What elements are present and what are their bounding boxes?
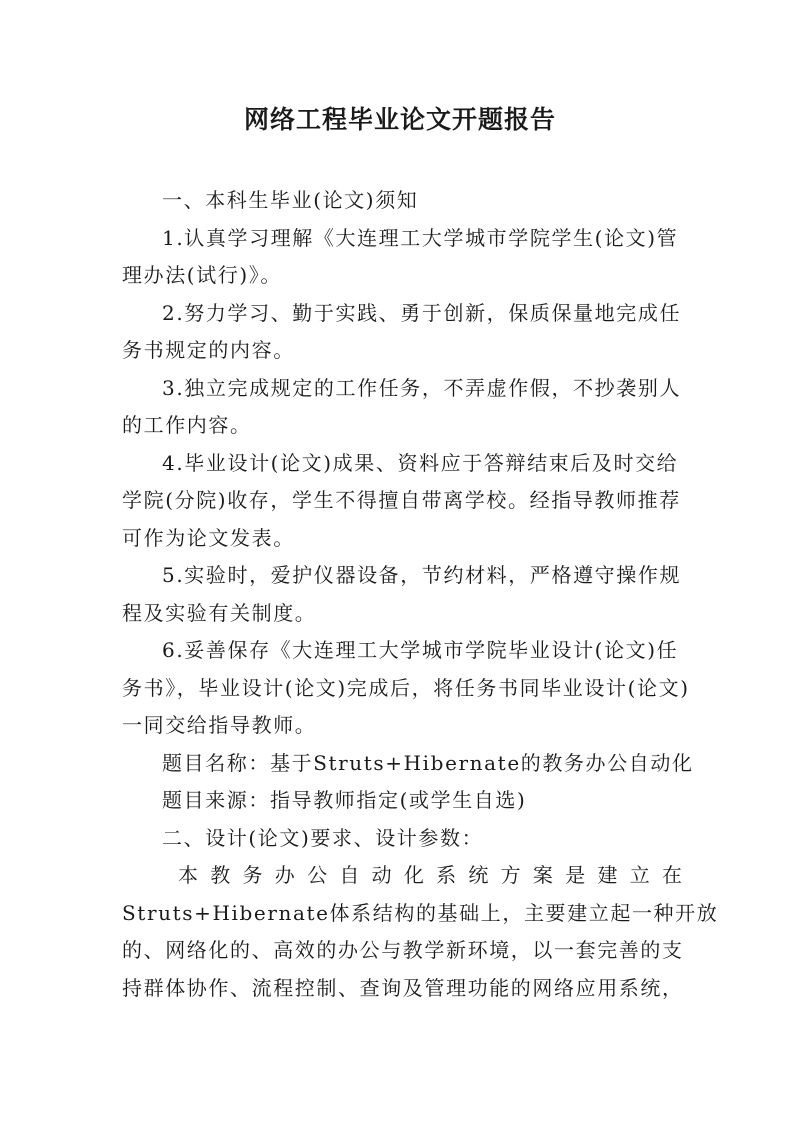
notice-item-3-line-1: 3.独立完成规定的工作任务，不弄虚作假，不抄袭别人 [162, 375, 682, 400]
notice-item-2-line-1: 2.努力学习、勤于实践、勇于创新，保质保量地完成任 [162, 300, 682, 325]
requirements-line-3: 的、网络化的、高效的办公与教学新环境，以一套完善的支 [122, 938, 684, 962]
notice-item-3-line-2: 的工作内容。 [122, 413, 252, 437]
notice-item-4-line-2: 学院(分院)收存，学生不得擅自带离学校。经指导教师推荐 [122, 488, 681, 512]
topic-name: 题目名称：基于Struts+Hibernate的教务办公自动化 [162, 750, 694, 775]
topic-source: 题目来源：指导教师指定(或学生自选) [162, 788, 527, 812]
document-title: 网络工程毕业论文开题报告 [243, 105, 556, 134]
notice-item-4-line-3: 可作为论文发表。 [122, 525, 295, 550]
notice-item-4-line-1: 4.毕业设计(论文)成果、资料应于答辩结束后及时交给 [162, 450, 679, 475]
notice-item-5-line-2: 程及实验有关制度。 [122, 600, 317, 625]
notice-item-6-line-3: 一同交给指导教师。 [122, 713, 317, 737]
document-body [122, 182, 719, 1007]
notice-item-1-line-2: 理办法(试行)》。 [122, 263, 283, 287]
notice-item-6-line-1: 6.妥善保存《大连理工大学城市学院毕业设计(论文)任 [162, 638, 679, 662]
requirements-line-2: Struts+Hibernate体系结构的基础上，主要建立起一种开放 [122, 900, 719, 925]
requirements-line-4: 持群体协作、流程控制、查询及管理功能的网络应用系统， [122, 975, 684, 1000]
notice-item-5-line-1: 5.实验时，爱护仪器设备，节约材料，严格遵守操作规 [162, 563, 682, 587]
section-heading-requirements: 二、设计(论文)要求、设计参数： [162, 825, 484, 850]
section-heading-notice: 一、本科生毕业(论文)须知 [162, 188, 419, 212]
notice-item-2-line-2: 务书规定的内容。 [122, 338, 295, 362]
requirements-line-1: 本教务办公自动化系统方案是建立在 [178, 863, 682, 887]
notice-item-6-line-2: 务书》，毕业设计(论文)完成后，将任务书同毕业设计(论文) [122, 675, 690, 700]
notice-item-1-line-1: 1.认真学习理解《大连理工大学城市学院学生(论文)管 [162, 225, 679, 250]
